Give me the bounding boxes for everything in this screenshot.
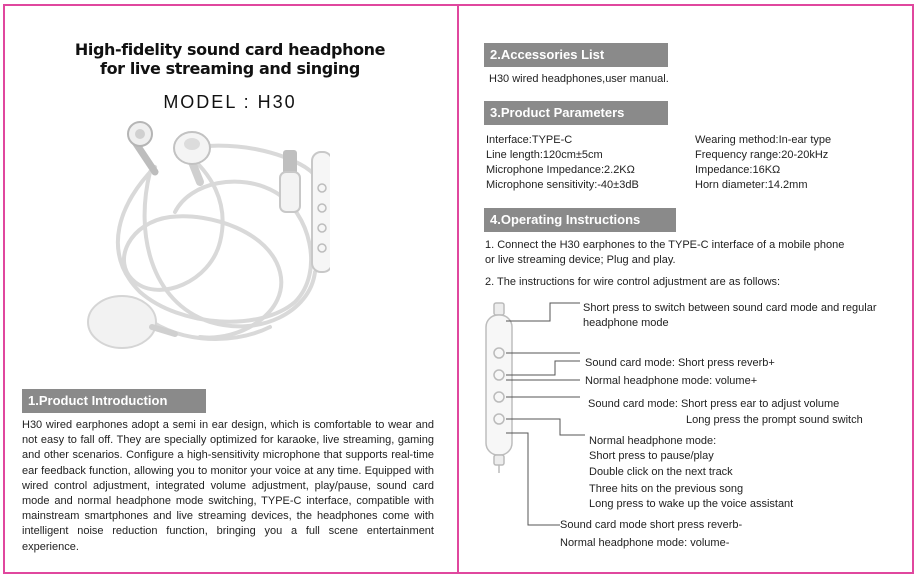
control-ear-line-1: Sound card mode: Short press ear to adjust volume: [588, 398, 840, 410]
param-horn-diameter: Horn diameter:14.2mm: [695, 179, 808, 191]
control-minus-line-2: Normal headphone mode: volume-: [560, 537, 730, 549]
control-minus-line-1: Sound card mode short press reverb-: [560, 519, 743, 531]
param-impedance: Impedance:16KΩ: [695, 164, 781, 176]
accessories-text: H30 wired headphones,user manual.: [489, 73, 669, 85]
param-frequency-range: Frequency range:20-20kHz: [695, 149, 829, 161]
control-mid-line-5: Long press to wake up the voice assistant: [589, 498, 794, 510]
type-c-plug-icon: [280, 150, 300, 212]
param-mic-impedance: Microphone Impedance:2.2KΩ: [486, 164, 635, 176]
control-mid-line-2: Short press to pause/play: [589, 450, 714, 462]
operating-step-1-line-2: or live streaming device; Plug and play.: [485, 254, 676, 266]
control-mid-line-3: Double click on the next track: [589, 466, 733, 478]
section-2-heading: 2.Accessories List: [484, 43, 668, 67]
operating-step-2: 2. The instructions for wire control adjustment are as follows:: [485, 276, 781, 288]
wire-control-diagram: [470, 295, 590, 530]
product-intro-text: H30 wired earphones adopt a semi in ear design, which is comfortable to wear and not easy to fall off. They are specially optimized for karaoke, live streaming, gaming and other scenarios. Configure a high-sensitivity microphone that supports real-time ear feedback function, allowing you to monitor your voice at any time. Equipped with wired control adjustment, integrated volume adjustment, play/pause, sound card mode and normal headphone mode switching, TYPE-C interface, compatible with mainstream smartphones and live streaming devices, the headphones come with intelligent noise reduction function, bringing you a full scene entertainment experience.: [22, 419, 434, 553]
control-top-line-2: headphone mode: [583, 317, 669, 329]
param-line-length: Line length:120cm±5cm: [486, 149, 603, 161]
control-plus-line-1: Sound card mode: Short press reverb+: [585, 357, 775, 369]
section-1-heading: 1.Product Introduction: [22, 389, 206, 413]
control-top-line-1: Short press to switch between sound card mode and regular: [583, 302, 877, 314]
operating-step-1-line-1: 1. Connect the H30 earphones to the TYPE-C interface of a mobile phone: [485, 239, 845, 251]
earbud-left-icon: [128, 122, 155, 172]
section-4-heading: 4.Operating Instructions: [484, 208, 676, 232]
title-line-1: High-fidelity sound card headphone: [74, 40, 386, 59]
control-mid-line-4: Three hits on the previous song: [589, 483, 744, 495]
title-line-2: for live streaming and singing: [100, 59, 360, 78]
param-interface: Interface:TYPE-C: [486, 134, 573, 146]
section-3-heading: 3.Product Parameters: [484, 101, 668, 125]
headphone-product-image: [80, 112, 330, 372]
control-ear-line-2: Long press the prompt sound switch: [686, 414, 863, 426]
param-mic-sensitivity: Microphone sensitivity:-40±3dB: [486, 179, 639, 191]
model-label: MODEL : H30: [163, 92, 297, 112]
control-mid-line-1: Normal headphone mode:: [589, 435, 717, 447]
wire-controller-icon: [312, 152, 330, 272]
control-plus-line-2: Normal headphone mode: volume+: [585, 375, 758, 387]
param-wearing-method: Wearing method:In-ear type: [695, 134, 832, 146]
page-divider: [457, 4, 459, 574]
microphone-foam-icon: [88, 296, 175, 348]
